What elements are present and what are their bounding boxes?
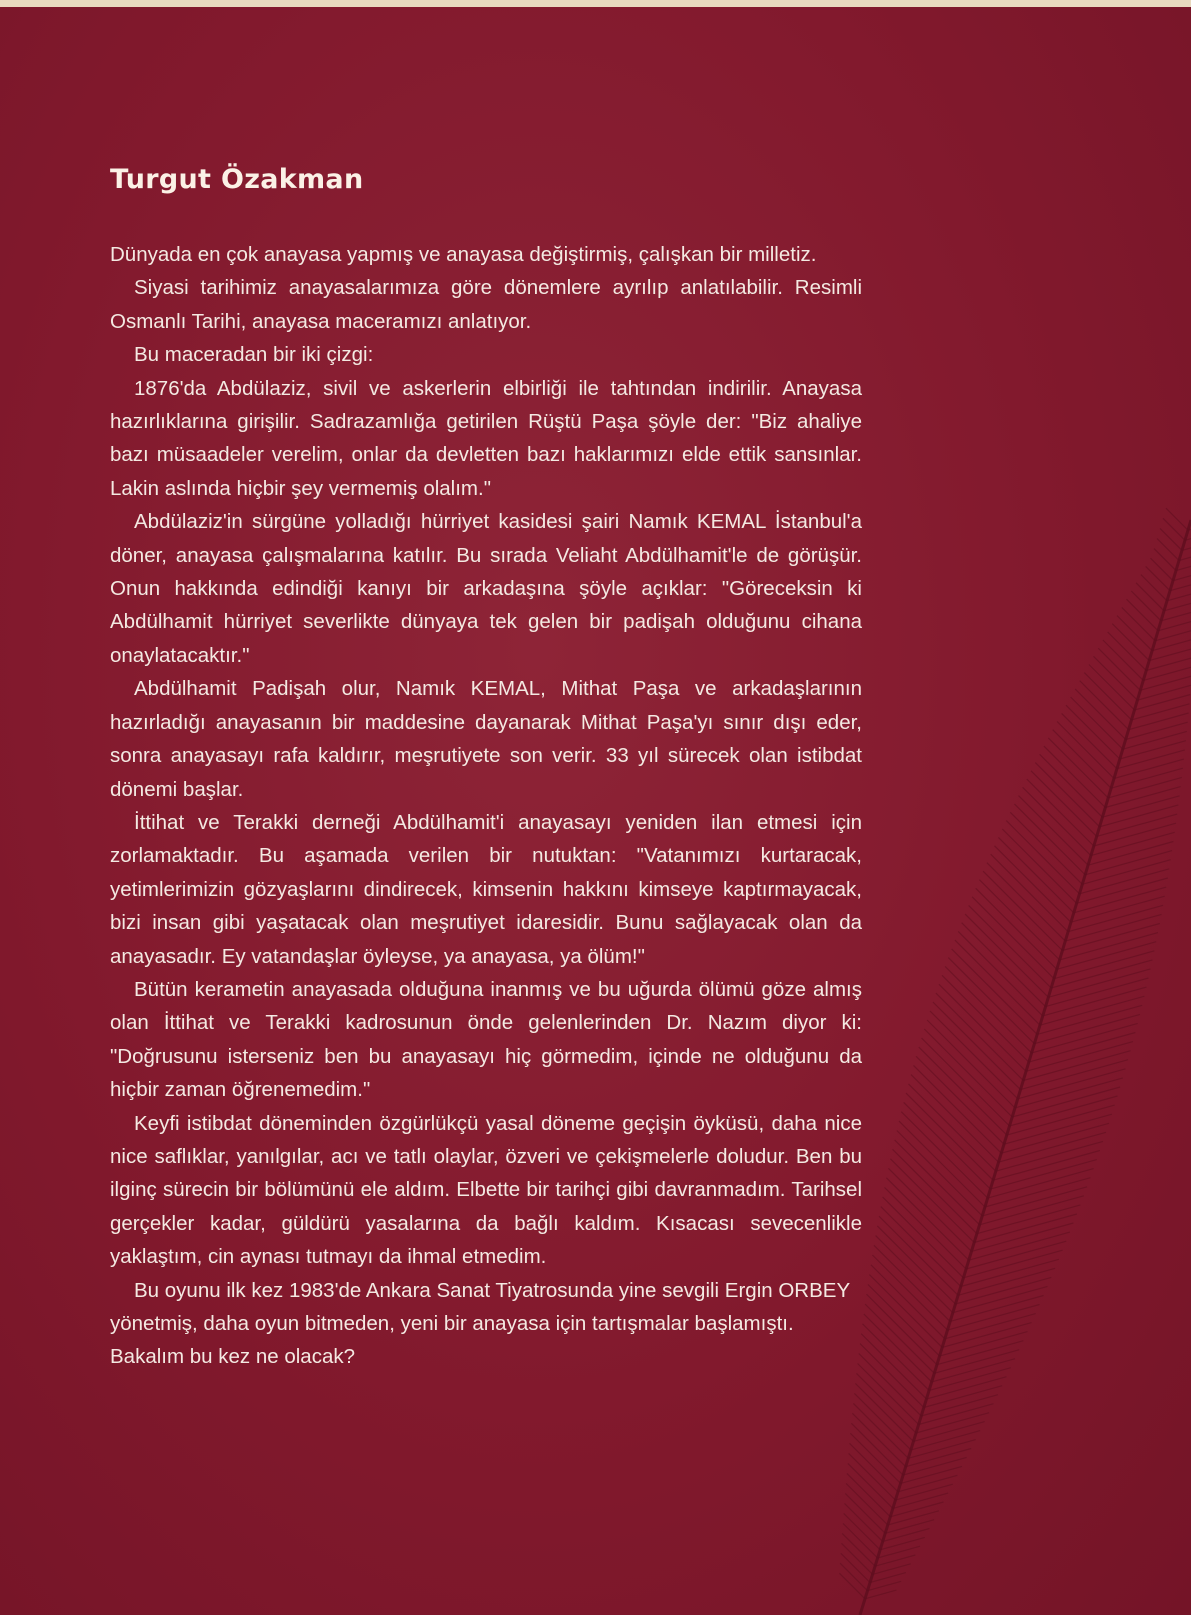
essay-text	[110, 238, 862, 1374]
paragraph: Bu maceradan bir iki çizgi:	[134, 343, 374, 367]
paragraph: Bu oyunu ilk kez 1983'de Ankara Sanat Tiyatrosunda yine sevgili Ergin ORBEY yönetmiş, daha oyun bitmeden, yeni bir anayasa için tartışmalar başlamıştı. Bakalım bu kez ne olacak?	[110, 1278, 850, 1369]
paragraph: Dünyada en çok anayasa yapmış ve anayasa değiştirmiş, çalışkan bir milletiz.	[110, 243, 817, 266]
page-top-edge	[0, 0, 1191, 7]
paragraph: Siyasi tarihimiz anayasalarımıza göre dönemlere ayrılıp anlatılabilir. Resimli Osmanlı Tarihi, anayasa maceramızı anlatıyor.	[110, 276, 862, 333]
paragraph: Abdülaziz'in sürgüne yolladığı hürriyet kasidesi şairi Namık KEMAL İstanbul'a döner, anayasa çalışmalarına katılır. Bu sırada Veliaht Abdülhamit'le de görüşür. Onun hakkında edindiği kanıyı bir arkadaşına şöyle açıklar: "Göreceksin ki Abdülhamit hürriyet severlikte dünyaya tek gelen bir padişah olduğunu cihana onaylatacaktır."	[110, 510, 862, 667]
paragraph: 1876'da Abdülaziz, sivil ve askerlerin elbirliği ile tahtından indirilir. Anayasa hazırlıklarına girişilir. Sadrazamlığa getirilen Rüştü Paşa şöyle der: "Biz ahaliye bazı müsaadeler verelim, onlar da devletten bazı haklarımızı elde ettik sansınlar. Lakin aslında hiçbir şey vermemiş olalım."	[110, 376, 862, 500]
paragraph: Abdülhamit Padişah olur, Namık KEMAL, Mithat Paşa ve arkadaşlarının hazırladığı anayasanın bir maddesine dayanarak Mithat Paşa'yı sınır dışı eder, sonra anayasayı rafa kaldırır, meşrutiyete son verir. 33 yıl sürecek olan istibdat dönemi başlar.	[110, 677, 862, 801]
author-name: Turgut Özakman	[110, 164, 364, 195]
paragraph: Keyfi istibdat döneminden özgürlükçü yasal döneme geçişin öyküsü, daha nice nice saflıklar, yanılgılar, acı ve tatlı olaylar, özveri ve çekişmelerle doludur. Ben bu ilginç sürecin bir bölümünü ele aldım. Elbette bir tarihçi gibi davranmadım. Tarihsel gerçekler kadar, güldürü yasalarına da bağlı kaldım. Kısacası sevecenlikle yaklaştım, cin aynası tutmayı da ihmal etmedim.	[110, 1111, 862, 1269]
paragraph: İttihat ve Terakki derneği Abdülhamit'i anayasayı yeniden ilan etmesi için zorlamaktadır. Bu aşamada verilen bir nutuktan: "Vatanımızı kurtaracak, yetimlerimizin gözyaşlarını dindirecek, kimsenin hakkını kimseye kaptırmayacak, bizi insan gibi yaşatacak olan meşrutiyet idaresidir. Bunu sağlayacak olan da anayasadır. Ey vatandaşlar öyleyse, ya anayasa, ya ölüm!"	[110, 810, 862, 968]
paragraph: Bütün kerametin anayasada olduğuna inanmış ve bu uğurda ölümü göze almış olan İttihat ve Terakki kadrosunun önde gelenlerinden Dr. Nazım diyor ki: "Doğrusunu isterseniz ben bu anayasayı hiç görmedim, içinde ne olduğunu da hiçbir zaman öğrenemedim."	[110, 977, 862, 1102]
